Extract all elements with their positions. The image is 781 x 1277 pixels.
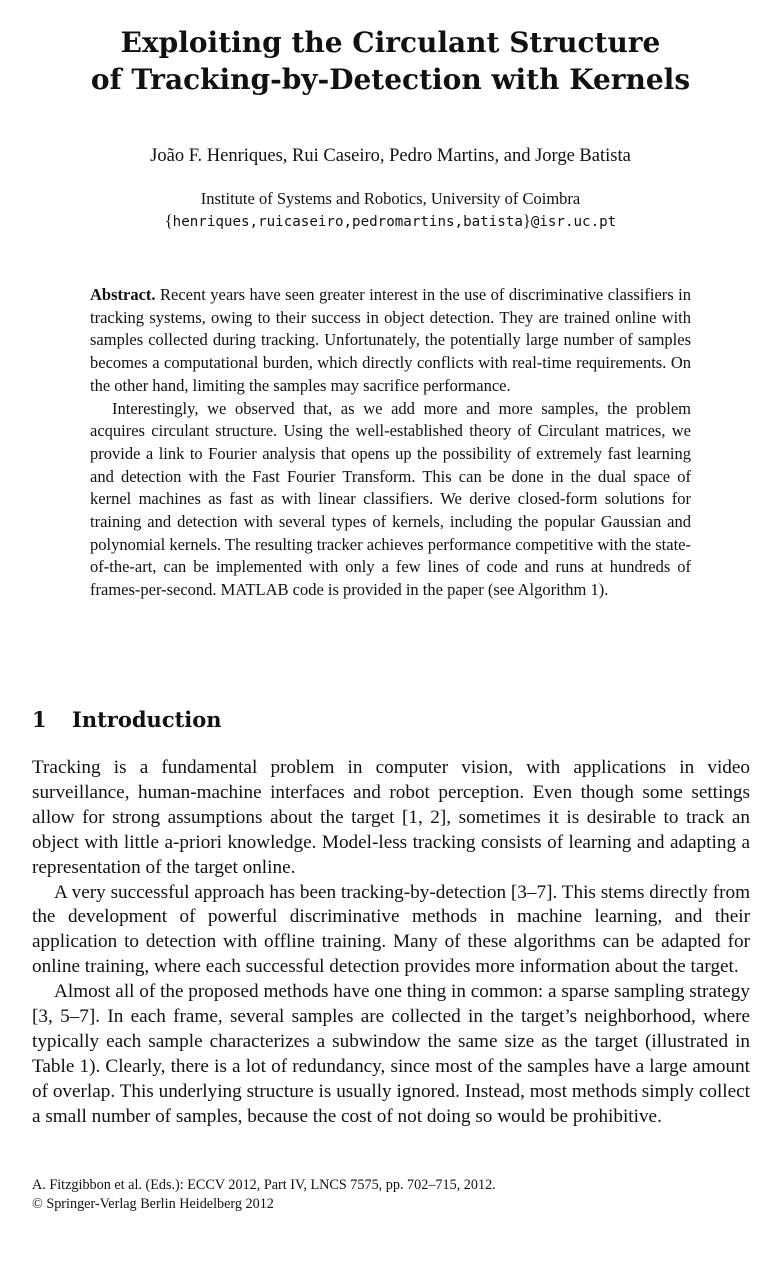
body-paragraph-2: A very successful approach has been tracking-by-detection [3–7]. This stems directly from the development of powerful discriminative methods in machine learning, and their application to detection with offline training. Many of these algorithms can be adapted for online training, where each successful detection provides more information about the target.	[32, 881, 750, 978]
section-title: Introduction	[72, 707, 222, 732]
body-paragraph-3: Almost all of the proposed methods have one thing in common: a sparse sampling strategy [3, 5–7]. In each frame, several samples are collected in the target’s neighborhood, where typically each sample characterizes a subwindow the same size as the target (illustrated in Table 1). Clearly, there is a lot of redundancy, since most of the samples have a large amount of overlap. This underlying structure is usually ignored. Instead, most methods simply collect a small number of samples, because the cost of not doing so would be prohibitive.	[32, 981, 750, 1127]
footnote-copyright: © Springer-Verlag Berlin Heidelberg 2012	[32, 1195, 274, 1212]
affiliation: Institute of Systems and Robotics, University of Coimbra	[200, 189, 581, 208]
author-emails	[0, 210, 781, 233]
section-number: 1	[32, 707, 47, 732]
footnote-citation: A. Fitzgibbon et al. (Eds.): ECCV 2012, Part IV, LNCS 7575, pp. 702–715, 2012.	[32, 1177, 496, 1193]
email-domain: @isr.uc.pt	[530, 214, 617, 230]
abstract-label: Abstract.	[90, 285, 156, 304]
email-close-brace: }	[522, 211, 531, 230]
introduction-body	[32, 756, 750, 1130]
author-list: João F. Henriques, Rui Caseiro, Pedro Martins, and Jorge Batista	[150, 146, 631, 166]
section-heading	[32, 706, 222, 734]
body-paragraph-1: Tracking is a fundamental problem in computer vision, with applications in video surveillance, human-machine interfaces and robot perception. Even though some settings allow for strong assumptions about the target [1, 2], sometimes it is desirable to track an object with little a-priori knowledge. Model-less tracking consists of learning and adapting a representation of the target online.	[32, 757, 750, 878]
abstract-paragraph-1-text: Recent years have seen greater interest in the use of discriminative classifiers in tracking systems, owing to their success in object detection. They are trained online with samples collected during tracking. Unfortunately, the potentially large number of samples becomes a computational burden, which directly conflicts with real-time requirements. On the other hand, limiting the samples may sacrifice performance.	[90, 285, 691, 395]
abstract-paragraph-2: Interestingly, we observed that, as we add more and more samples, the problem acquires circulant structure. Using the well-established theory of Circulant matrices, we provide a link to Fourier analysis that opens up the possibility of extremely fast learning and detection with the Fast Fourier Transform. This can be done in the dual space of kernel machines as fast as with linear classifiers. We derive closed-form solutions for training and detection with several types of kernels, including the popular Gaussian and polynomial kernels. The resulting tracker achieves performance competitive with the state-of-the-art, can be implemented with only a few lines of code and runs at hundreds of frames-per-second. MATLAB code is provided in the paper (see Algorithm 1).	[90, 398, 691, 600]
paper-title-line-2: of Tracking-by-Detection with Kernels	[90, 63, 691, 96]
paper-title-line-1: Exploiting the Circulant Structure	[120, 26, 661, 59]
abstract-paragraph-1	[90, 284, 691, 398]
email-usernames: henriques,ruicaseiro,pedromartins,batista	[172, 214, 523, 230]
paper-title	[0, 24, 781, 98]
email-open-brace: {	[164, 211, 173, 230]
abstract	[90, 284, 691, 602]
publication-footnote	[32, 1176, 496, 1213]
